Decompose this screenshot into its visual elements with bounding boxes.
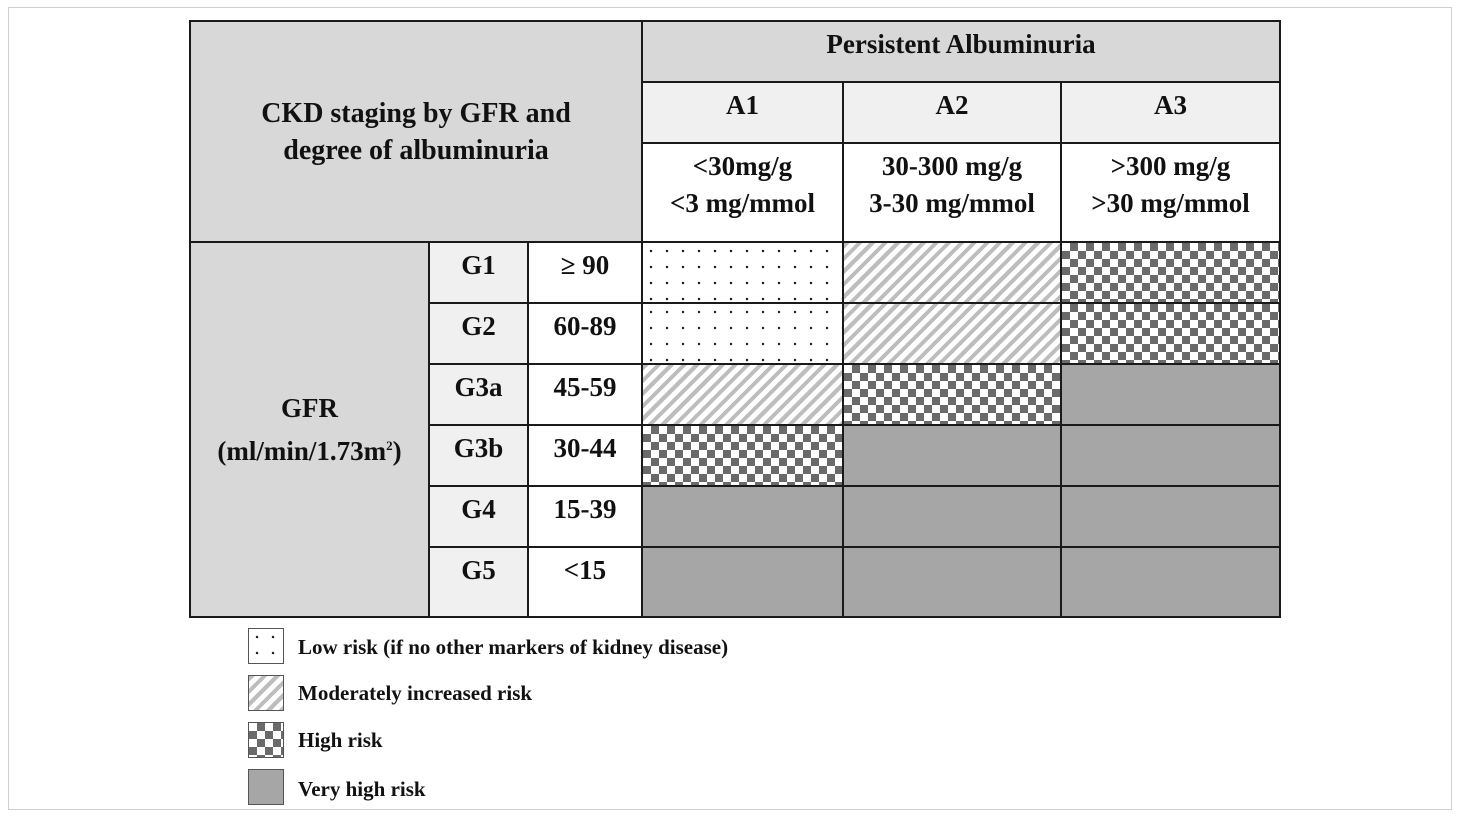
category-a2-range-mmol: 3-30 mg/mmol [869, 188, 1035, 218]
stage-g1: G1 [429, 242, 528, 303]
legend-label-very-high: Very high risk [298, 777, 426, 801]
risk-cell-g3b-a1 [642, 425, 843, 486]
category-a3: A3 [1061, 82, 1280, 143]
risk-cell-g5-a2 [843, 547, 1061, 617]
gfr-label-line2: $(ml/\min/1.73m^2)$ [217, 435, 402, 466]
legend-label-moderate: Moderately increased risk [298, 681, 533, 705]
legend-label-high: High risk [298, 728, 383, 752]
category-a1-range-mmol: <3 mg/mmol [669, 188, 816, 218]
table-title-line1: CKD staging by GFR and [261, 97, 571, 129]
stage-g3b: G3b [429, 425, 528, 486]
risk-cell-g3b-a3 [1061, 425, 1280, 486]
risk-cell-g2-a2 [843, 303, 1061, 364]
risk-cell-g3a-a3 [1061, 364, 1280, 425]
risk-cell-g4-a3 [1061, 486, 1280, 547]
risk-cell-g3b-a2 [843, 425, 1061, 486]
table-title-line2: degree of albuminuria [283, 134, 549, 166]
stage-g4: G4 [429, 486, 528, 547]
category-a2-range [843, 143, 1061, 242]
stage-g1-range: ≥ 90 [528, 242, 642, 303]
legend-swatch-moderate [248, 675, 284, 711]
stage-g3a: G3a [429, 364, 528, 425]
category-a1-range [642, 143, 843, 242]
category-a3-range-mg: >300 mg/g [1110, 151, 1231, 181]
category-a1: A1 [642, 82, 843, 143]
risk-cell-g1-a3 [1061, 242, 1280, 303]
risk-cell-g4-a2 [843, 486, 1061, 547]
risk-cell-g2-a3 [1061, 303, 1280, 364]
stage-g4-range: 15-39 [528, 486, 642, 547]
risk-cell-g5-a3 [1061, 547, 1280, 617]
stage-g5: G5 [429, 547, 528, 617]
gfr-label [190, 242, 429, 617]
risk-cell-g1-a2 [843, 242, 1061, 303]
category-a3-range-mmol: >30 mg/mmol [1091, 188, 1250, 218]
stage-g3b-range: 30-44 [528, 425, 642, 486]
stage-g3a-range: 45-59 [528, 364, 642, 425]
risk-cell-g2-a1 [642, 303, 843, 364]
stage-g5-range: <15 [528, 547, 642, 617]
legend-swatch-high [248, 722, 284, 758]
ckd-staging-table [189, 20, 1281, 618]
category-a2: A2 [843, 82, 1061, 143]
risk-cell-g4-a1 [642, 486, 843, 547]
legend-swatch-low [248, 628, 284, 664]
category-a2-range-mg: 30-300 mg/g [881, 151, 1023, 181]
albuminuria-header: Persistent Albuminuria [642, 21, 1280, 82]
risk-cell-g5-a1 [642, 547, 843, 617]
category-a3-range [1061, 143, 1280, 242]
stage-g2: G2 [429, 303, 528, 364]
table-title [190, 21, 642, 242]
gfr-label-line1: GFR [281, 392, 338, 423]
legend-label-low: Low risk (if no other markers of kidney disease) [298, 635, 729, 659]
legend-swatch-very-high [248, 769, 284, 805]
category-a1-range-mg: <30mg/g [692, 151, 793, 181]
risk-cell-g3a-a1 [642, 364, 843, 425]
stage-g2-range: 60-89 [528, 303, 642, 364]
risk-cell-g1-a1 [642, 242, 843, 303]
risk-cell-g3a-a2 [843, 364, 1061, 425]
